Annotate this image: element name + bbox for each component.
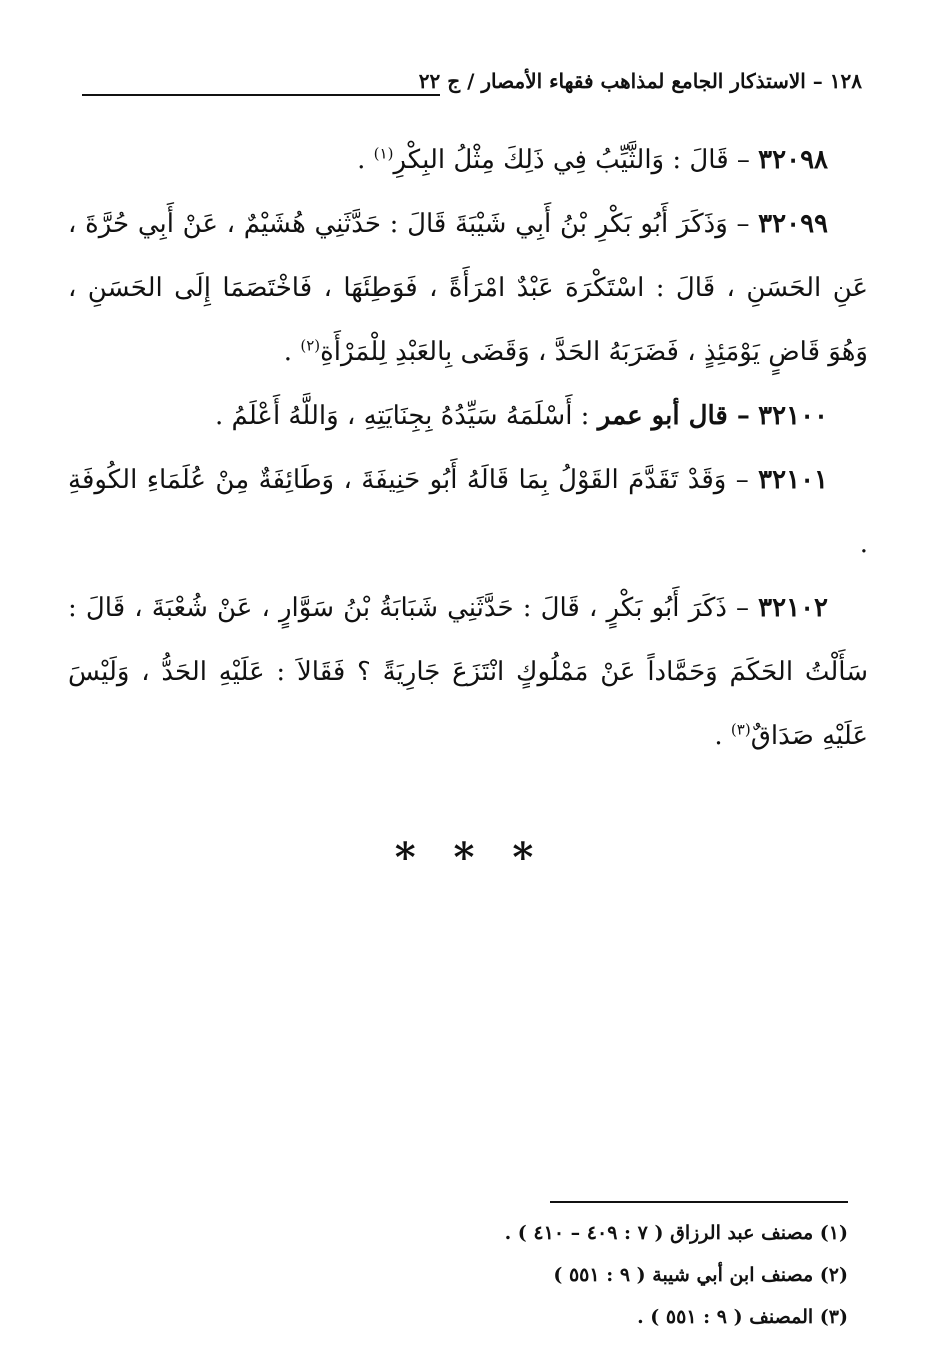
paragraph-text: – وَقَدْ تَقَدَّمَ القَوْلُ بِمَا قَالَهُ أَبُو حَنِيفَةَ ، وَطَائِفَةٌ مِنْ عُلَمَاءِ الكُوفَةِ .: [68, 465, 868, 559]
paragraph-32098: [68, 128, 868, 192]
footnote-3: (٣) المصنف ( ٩ : ٥٥١ ) .: [637, 1306, 848, 1328]
footnote-rule: [550, 1201, 848, 1203]
paragraph-text: – وَذَكَرَ أَبُو بَكْرِ بْنُ أَبِي شَيْبَةَ قَالَ : حَدَّثَنِي هُشَيْمٌ ، عَنْ أَبِي حُرَّةَ ، عَنِ الحَسَنِ ، قَالَ : اسْتَكْرَهَ عَبْدٌ امْرَأَةً ، فَوَطِئَهَا ، فَاخْتَصَمَا إِلَى الحَسَنِ ، وَهُوَ قَاضٍ يَوْمَئِذٍ ، فَضَرَبَهُ الحَدَّ ، وَقَضَى بِالعَبْدِ لِلْمَرْأَةِ: [68, 209, 868, 367]
paragraph-text: : أَسْلَمَهُ سَيِّدُهُ بِجِنَايَتِهِ ، وَاللَّهُ أَعْلَمُ .: [214, 401, 598, 431]
paragraph-tail: .: [714, 721, 731, 751]
footnote-ref[interactable]: (٣): [730, 720, 751, 739]
paragraph-number: ٣٢١٠٠: [758, 401, 828, 431]
paragraph-number: ٣٢١٠٢: [758, 593, 828, 623]
footnote-1: (١) مصنف عبد الرزاق ( ٧ : ٤٠٩ – ٤١٠ ) .: [504, 1222, 848, 1244]
paragraph-text: – قَالَ : وَالثَّيِّبُ فِي ذَلِكَ مِثْلُ البِكْرِ: [393, 145, 750, 175]
paragraph-number: ٣٢٠٩٩: [758, 209, 828, 239]
paragraph-lead: – قال أبو عمر: [597, 401, 750, 431]
section-separator: * * *: [394, 834, 546, 881]
footnotes: [348, 1212, 848, 1338]
paragraph-32101: [68, 448, 868, 576]
paragraph-number: ٣٢١٠١: [758, 465, 828, 495]
header-rule: [82, 94, 440, 96]
footnote-ref[interactable]: (١): [373, 144, 394, 163]
paragraph-tail: .: [283, 337, 301, 367]
footnote-2: (٢) مصنف ابن أبي شيبة ( ٩ : ٥٥١ ): [553, 1264, 848, 1286]
main-text: [68, 128, 868, 768]
paragraph-number: ٣٢٠٩٨: [758, 145, 828, 175]
running-header: ١٢٨ – الاستذكار الجامع لمذاهب فقهاء الأمصار / ج ٢٢: [418, 69, 862, 93]
paragraph-text: – ذَكَرَ أَبُو بَكْرٍ ، قَالَ : حَدَّثَنِي شَبَابَةُ بْنُ سَوَّارٍ ، عَنْ شُعْبَةَ ، قَالَ : سَأَلْتُ الحَكَمَ وَحَمَّاداً عَنْ مَمْلُوكٍ انْتَزَعَ جَارِيَةً ؟ فَقَالاَ : عَلَيْهِ الحَدُّ ، وَلَيْسَ عَلَيْهِ صَدَاقٌ: [68, 593, 868, 751]
paragraph-tail: .: [357, 145, 374, 175]
paragraph-32099: [68, 192, 868, 384]
paragraph-32100: [68, 384, 868, 448]
footnote-ref[interactable]: (٢): [300, 336, 321, 355]
paragraph-32102: [68, 576, 868, 768]
